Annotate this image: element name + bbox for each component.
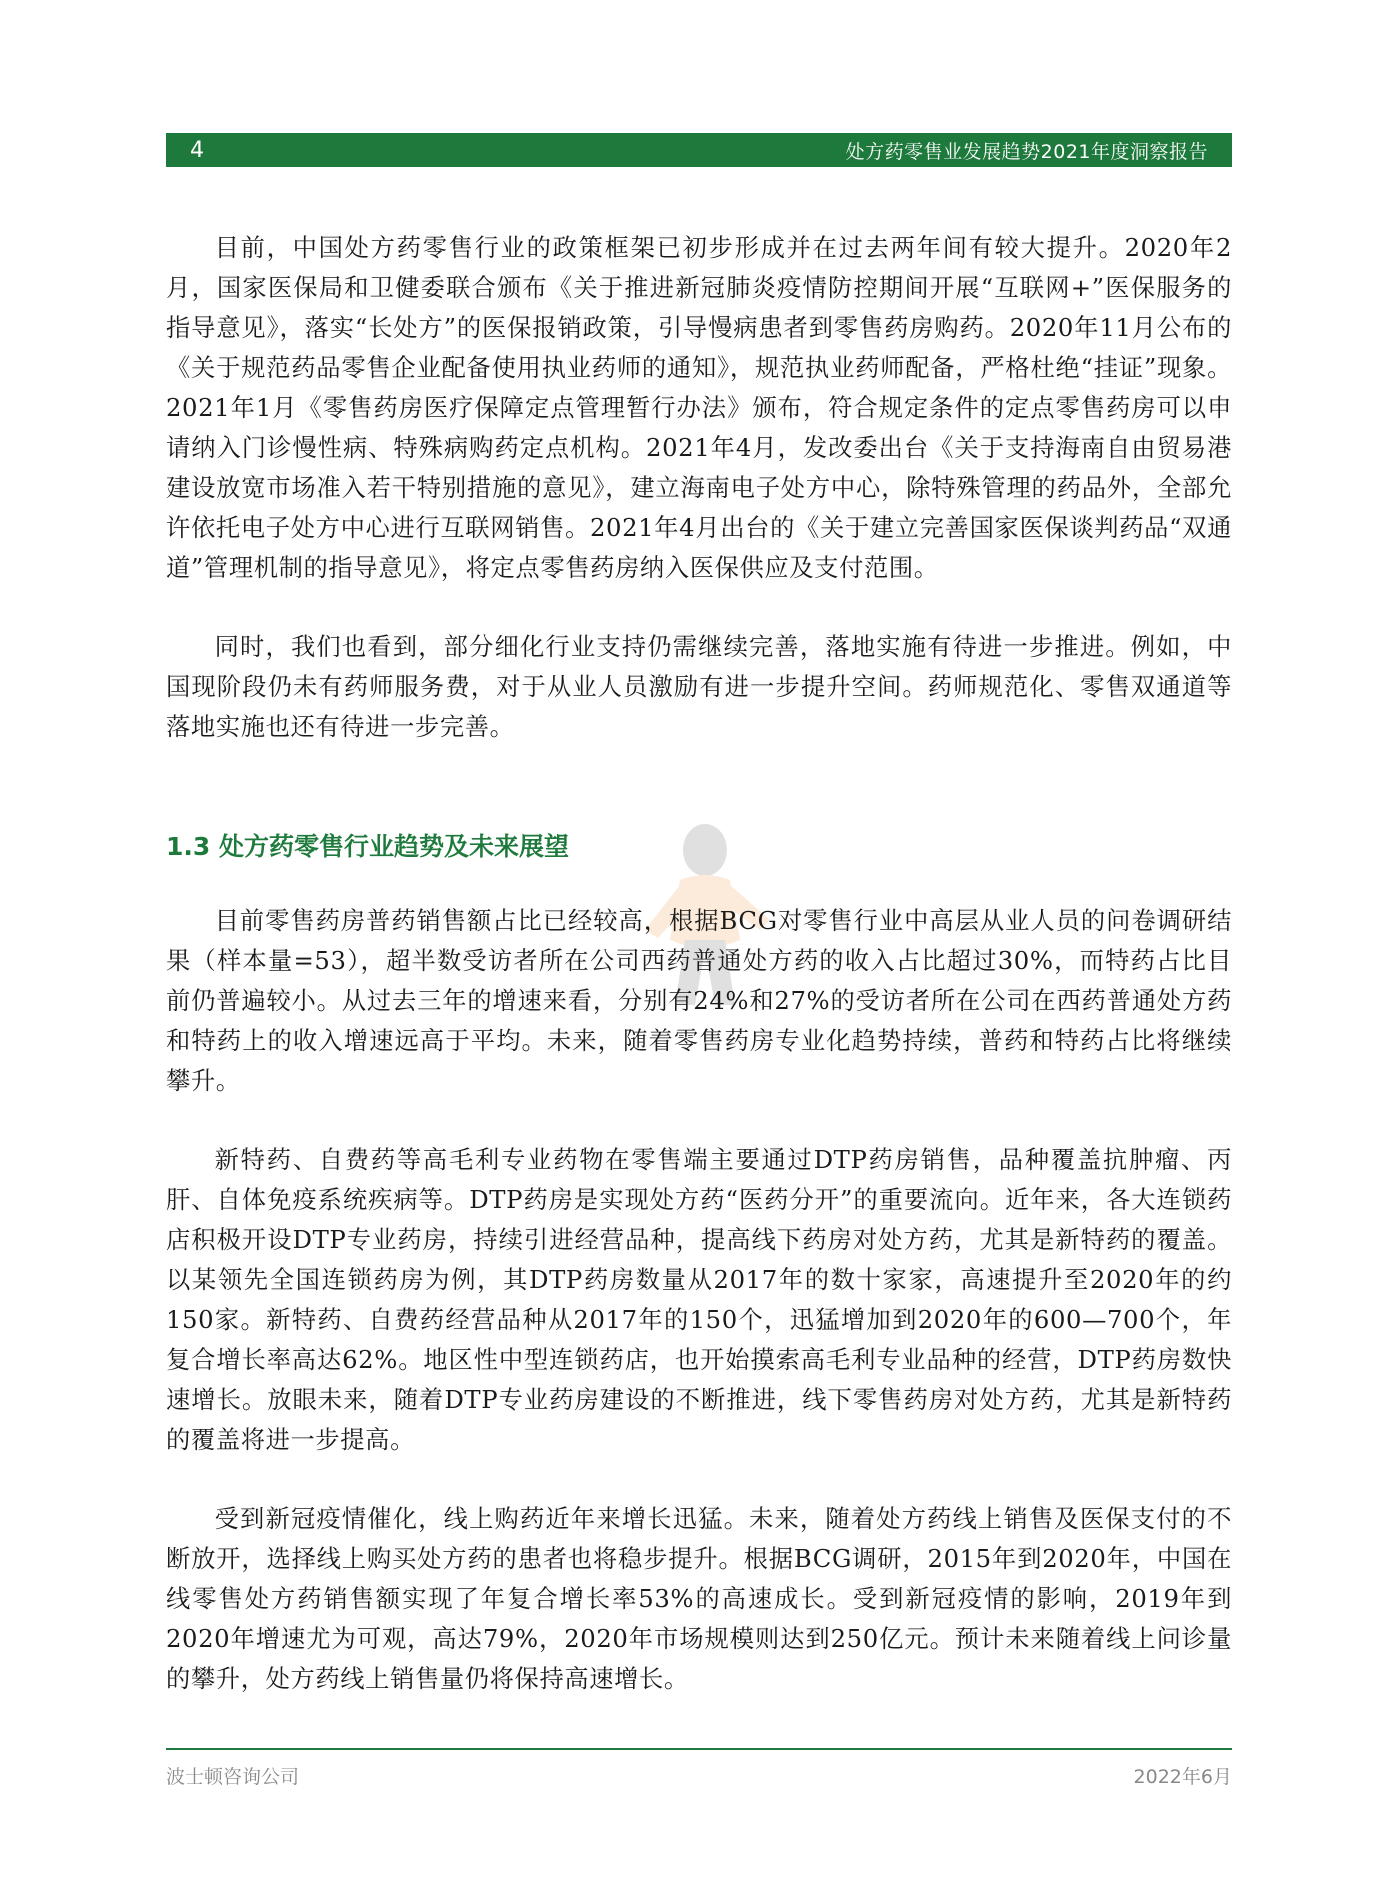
- paragraph-policy-framework: 目前，中国处方药零售行业的政策框架已初步形成并在过去两年间有较大提升。2020年2月，国家医保局和卫健委联合颁布《关于推进新冠肺炎疫情防控期间开展“互联网+”医保服务的指导意见》，落实“长处方”的医保报销政策，引导慢病患者到零售药房购药。2020年11月公布的《关于规范药品零售企业配备使用执业药师的通知》，规范执业药师配备，严格杜绝“挂证”现象。2021年1月《零售药房医疗保障定点管理暂行办法》颁布，符合规定条件的定点零售药房可以申请纳入门诊慢性病、特殊病购药定点机构。2021年4月，发改委出台《关于支持海南自由贸易港建设放宽市场准入若干特别措施的意见》，建立海南电子处方中心，除特殊管理的药品外，全部允许依托电子处方中心进行互联网销售。2021年4月出台的《关于建立完善国家医保谈判药品“双通道”管理机制的指导意见》，将定点零售药房纳入医保供应及支付范围。: [166, 233, 1232, 582]
- page-body: [166, 228, 1232, 1699]
- paragraph-dtp-pharmacy: 新特药、自费药等高毛利专业药物在零售端主要通过DTP药房销售，品种覆盖抗肿瘤、丙肝、自体免疫系统疾病等。DTP药房是实现处方药“医药分开”的重要流向。近年来，各大连锁药店积极开设DTP专业药房，持续引进经营品种，提高线下药房对处方药，尤其是新特药的覆盖。以某领先全国连锁药房为例，其DTP药房数量从2017年的数十家家，高速提升至2020年的约150家。新特药、自费药经营品种从2017年的150个，迅猛增加到2020年的600—700个，年复合增长率高达62%。地区性中型连锁药店，也开始摸索高毛利专业品种的经营，DTP药房数快速增长。放眼未来，随着DTP专业药房建设的不断推进，线下零售药房对处方药，尤其是新特药的覆盖将进一步提高。: [166, 1145, 1232, 1454]
- footer-date: 2022年6月: [1133, 1766, 1232, 1788]
- footer-company: 波士顿咨询公司: [166, 1766, 300, 1788]
- paragraph-online-sales: 受到新冠疫情催化，线上购药近年来增长迅猛。未来，随着处方药线上销售及医保支付的不断放开，选择线上购买处方药的患者也将稳步提升。根据BCG调研，2015年到2020年，中国在线零售处方药销售额实现了年复合增长率53%的高速成长。受到新冠疫情的影响，2019年到2020年增速尤为可观，高达79%，2020年市场规模则达到250亿元。预计未来随着线上问诊量的攀升，处方药线上销售量仍将保持高速增长。: [166, 1504, 1232, 1693]
- page-number: 4: [190, 137, 204, 163]
- report-title: 处方药零售业发展趋势2021年度洞察报告: [845, 140, 1208, 163]
- paragraph-industry-support: 同时，我们也看到，部分细化行业支持仍需继续完善，落地实施有待进一步推进。例如，中国现阶段仍未有药师服务费，对于从业人员激励有进一步提升空间。药师规范化、零售双通道等落地实施也还有待进一步完善。: [166, 632, 1232, 741]
- section-heading: 1.3 处方药零售行业趋势及未来展望: [166, 832, 569, 861]
- paragraph-generic-drugs: 目前零售药房普药销售额占比已经较高，根据BCG对零售行业中高层从业人员的问卷调研结果（样本量=53），超半数受访者所在公司西药普通处方药的收入占比超过30%，而特药占比目前仍普遍较小。从过去三年的增速来看，分别有24%和27%的受访者所在公司在西药普通处方药和特药上的收入增速远高于平均。未来，随着零售药房专业化趋势持续，普药和特药占比将继续攀升。: [166, 906, 1232, 1095]
- page-header-bar: [166, 133, 1232, 167]
- footer-divider: [166, 1748, 1232, 1750]
